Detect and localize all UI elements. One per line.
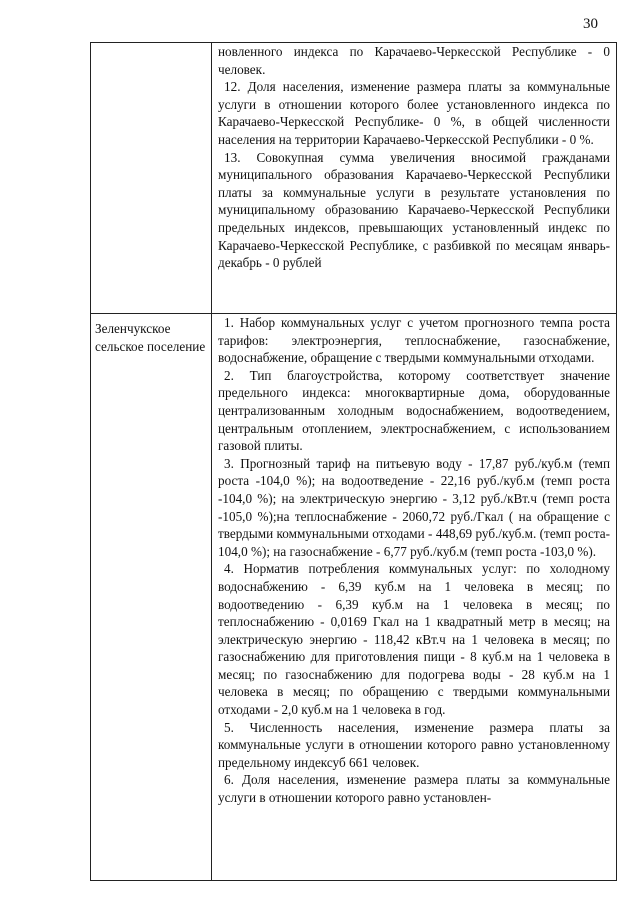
table-row: [91, 314, 617, 881]
paragraph: 2. Тип благоустройства, которому соответствует значение предельного индекса: многоквартирные дома, оборудованные централизованным холодным водоснабжением, водоотведением, центральным отоплением, электроснабжением, с использованием газовой плиты.: [218, 367, 610, 454]
paragraph: 4. Норматив потребления коммунальных услуг: по холодному водоснабжению - 6,39 куб.м на 1 человека в месяц; по водоотведению - 6,39 куб.м на 1 человека в месяц; по теплоснабжению - 0,0169 Гкал на 1 квадратный метр в месяц; на электрическую энергию - 118,42 кВт.ч на 1 человека в месяц; по газоснабжению для приготовления пищи - 8 куб.м на 1 человека в месяц; по газоснабжению для подогрева воды - 28 куб.м на 1 человека в месяц; по обращению с твердыми коммунальными отходами - 2,0 куб.м на 1 человека в год.: [218, 561, 610, 718]
paragraph: 12. Доля населения, изменение размера платы за коммунальные услуги в отношении которого более установленного индекса по Карачаево-Черкесской Республике- 0 %, в общей численности населения на территории Карачаево-Черкесской Республики - 0 %.: [218, 79, 610, 147]
paragraph: 1. Набор коммунальных услуг с учетом прогнозного темпа роста тарифов: электроэнергия, теплоснабжение, газоснабжение, водоснабжение, обращение с твердыми коммунальными отходами.: [218, 315, 610, 366]
table-row: [91, 43, 617, 314]
page-number: 30: [583, 16, 598, 32]
paragraph: 3. Прогнозный тариф на питьевую воду - 17,87 руб./куб.м (темп роста -104,0 %); на водоотведение - 22,16 руб./куб.м (темп роста -104,0 %); на электрическую энергию - 3,12 руб./кВт.ч (темп роста -105,0 %);на теплоснабжение - 2060,72 руб./Гкал ( на обращение с твердыми коммунальными отходами - 448,69 руб./куб.м. (темп роста- 104,0 %); на газоснабжение - 6,77 руб./куб.м (темп роста -103,0 %).: [218, 455, 610, 559]
document-table: [90, 42, 617, 881]
paragraph: 6. Доля населения, изменение размера платы за коммунальные услуги в отношении которого равно установлен-: [218, 772, 610, 806]
settlement-cell: [91, 43, 212, 314]
indicators-cell: [212, 43, 617, 314]
indicators-cell: [212, 314, 617, 881]
settlement-cell: Зеленчукское сельское поселение: [91, 314, 212, 881]
paragraph: 13. Совокупная сумма увеличения вносимой гражданами муниципального образования Карачаево-Черкесской Республики платы за коммунальные услуги в результате установления по муниципальному образованию Карачаево-Черкесской Республики предельных индексов, превышающих установленный индекс по Карачаево-Черкесской Республике, с разбивкой по месяцам январь-декабрь - 0 рублей: [218, 149, 610, 271]
paragraph: 5. Численность населения, изменение размера платы за коммунальные услуги в отношении которого равно установленному предельному индексуб 661 человек.: [218, 719, 610, 770]
paragraph: новленного индекса по Карачаево-Черкесской Республике - 0 человек.: [218, 44, 610, 77]
